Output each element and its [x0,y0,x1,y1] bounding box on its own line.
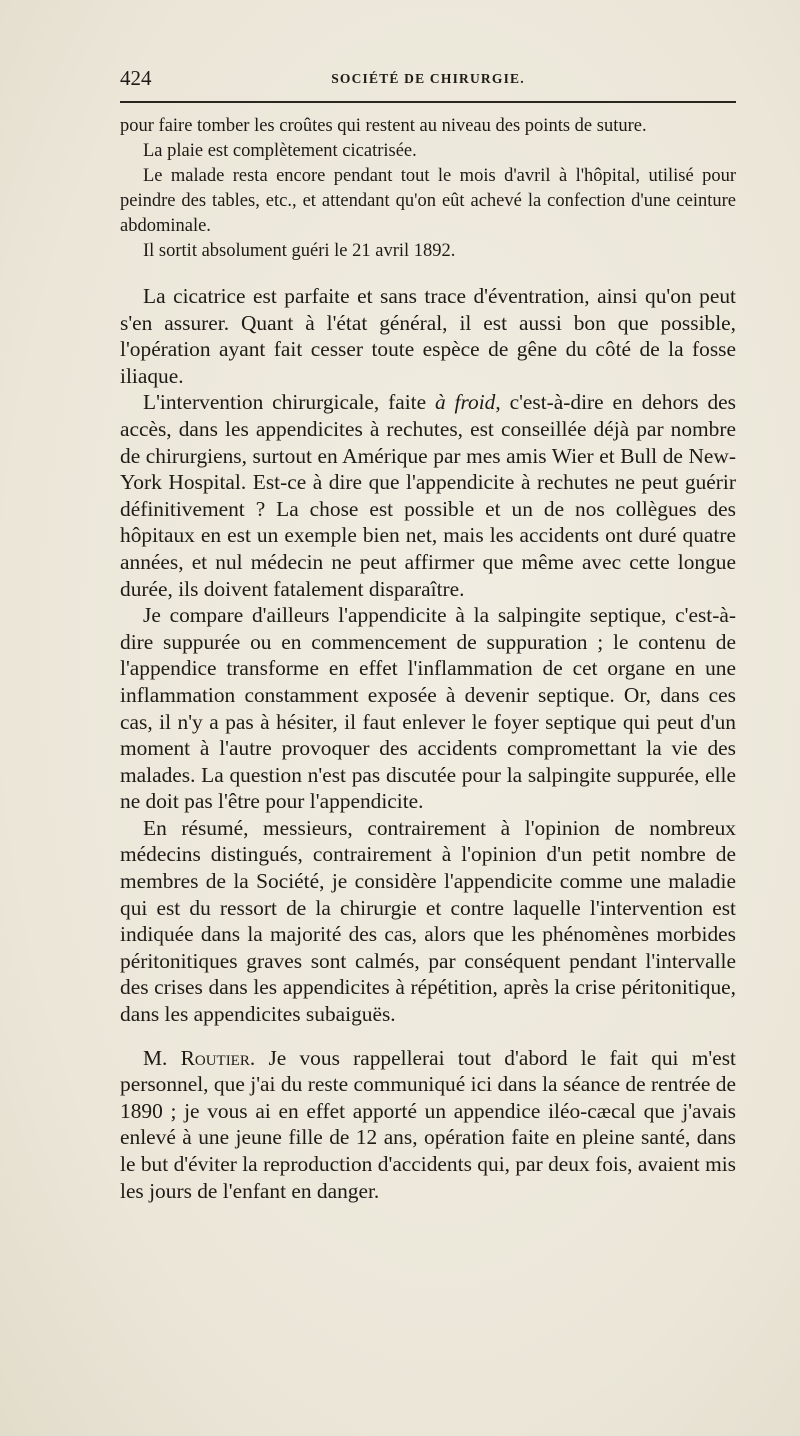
case-note-paragraph: Il sortit absolument guéri le 21 avril 1892. [143,241,456,261]
reply-section [120,1045,736,1205]
page-body [120,114,736,1204]
page-number: 424 [120,66,152,90]
reply-text: Je vous rappellerai tout d'abord le fait qui m'est personnel, que j'ai du reste communiqué ici dans la séance de rentrée de 1890 ; je vous ai en effet apporté un appendice iléo-cæcal que j'avais enlevé à une jeune fille de 12 ans, opération faite en pleine santé, dans le but d'éviter la reproduction d'accidents qui, par deux fois, avaient mis les jours de l'enfant en danger. [120,1045,736,1203]
page-header [120,66,736,96]
discussion-paragraph: La cicatrice est parfaite et sans trace d'éventration, ainsi qu'on peut s'en assurer. Quant à l'état général, il est aussi bon que possible, l'opération ayant fait cesser toute espèce de gêne du côté de la fosse iliaque. [120,284,736,388]
discussion [120,283,736,1028]
discussion-paragraph: En résumé, messieurs, contrairement à l'opinion de nombreux médecins distingués, contrairement à l'opinion d'un petit nombre de membres de la Société, je considère l'appendicite comme une maladie qui est du ressort de la chirurgie et contre laquelle l'intervention est indiquée dans la majorité des cas, alors que les phénomènes morbides péritonitiques graves sont calmés, par conséquent pendant l'intervalle des crises dans les appendicites à répétition, après la crise péritonitique, dans les appendicites subaiguës. [120,815,736,1027]
running-title: SOCIÉTÉ DE CHIRURGIE. [331,71,525,86]
case-note-paragraph: pour faire tomber les croûtes qui restent au niveau des points de suture. [120,116,647,136]
speaker-name: M. Routier. [143,1045,256,1070]
case-note-paragraph: Le malade resta encore pendant tout le mois d'avril à l'hôpital, utilisé pour peindre des tables, etc., et attendant qu'on eût achevé la confection d'une ceinture abdominale. [120,166,736,236]
paragraph-text: L'intervention chirurgicale, faite [143,390,435,415]
case-notes [120,114,736,264]
header-rule [120,101,736,103]
discussion-paragraph: Je compare d'ailleurs l'appendicite à la salpingite septique, c'est-à-dire suppurée ou en commencement de suppuration ; le contenu de l'appendice transforme en effet l'inflammation de cet organe en une inflammation constamment exposée à devenir septique. Or, dans ces cas, il n'y a pas à hésiter, il faut enlever le foyer septique qui peut d'un moment à l'autre provoquer des accidents compromettant la vie des malades. La question n'est pas discutée pour la salpingite suppurée, elle ne doit pas l'être pour l'appendicite. [120,603,736,814]
discussion-paragraph [120,389,736,602]
paragraph-text: , c'est-à-dire en dehors des accès, dans les appendicites à rechutes, est conseillée déjà par nombre de chirurgiens, surtout en Amérique par mes amis Wier et Bull de New-York Hospital. Est-ce à dire que l'appendicite à rechutes ne peut guérir définitivement ? La chose est possible et un de nos collègues des hôpitaux en est un exemple bien net, mais les accidents ont duré quatre années, et nul médecin ne peut affirmer que même avec cette longue durée, ils doivent fatalement disparaître. [120,390,737,601]
italic-phrase: à froid [434,390,496,415]
case-note-paragraph: La plaie est complètement cicatrisée. [143,141,417,161]
reply-paragraph [120,1045,736,1205]
